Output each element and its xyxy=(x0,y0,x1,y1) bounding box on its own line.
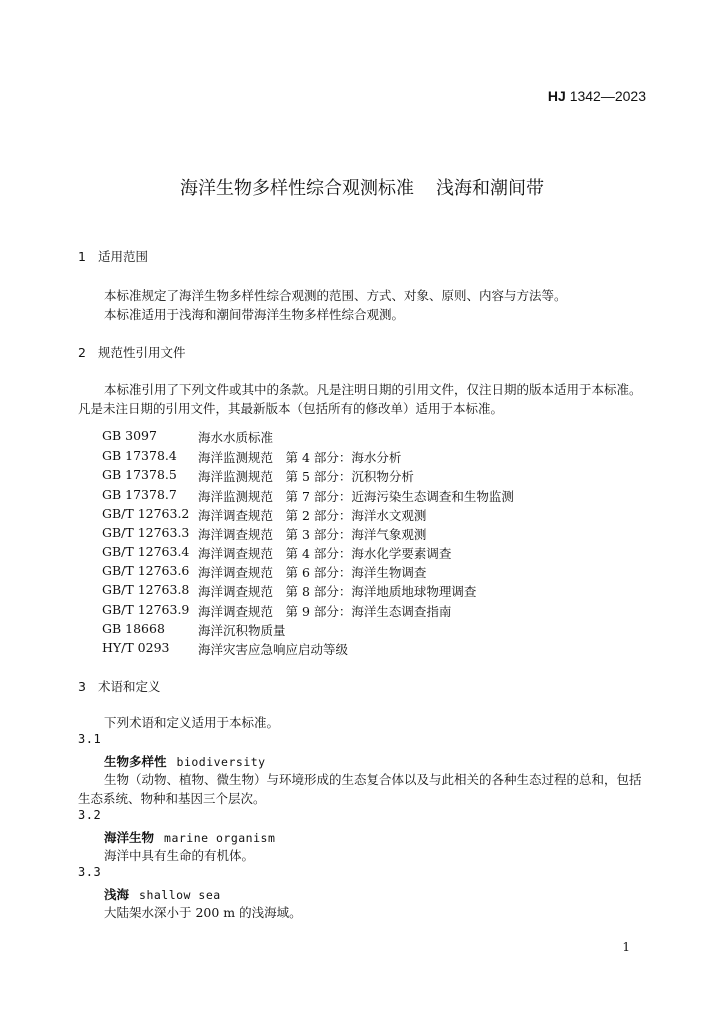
reference-name: 海洋调查规范 第 9 部分：海洋生态调查指南 xyxy=(198,604,452,619)
term-number: 3.3 xyxy=(78,865,102,879)
term-definition-line-1: 海洋中具有生命的有机体。 xyxy=(104,848,255,863)
term-definition-line-1: 生物（动物、植物、微生物）与环境形成的生态复合体以及与此相关的各种生态过程的总和，包括 xyxy=(104,772,642,787)
reference-name: 海洋灾害应急响应启动等级 xyxy=(198,642,349,657)
section-1-number: 1 xyxy=(78,249,86,264)
section-3-number: 3 xyxy=(78,679,86,694)
term-title xyxy=(104,827,275,846)
section-2-number: 2 xyxy=(78,345,86,360)
reference-code: GB/T 12763.2 xyxy=(102,506,190,521)
term-title xyxy=(104,751,266,770)
reference-code: GB 17378.4 xyxy=(102,448,177,463)
reference-name: 海洋调查规范 第 6 部分：海洋生物调查 xyxy=(198,565,427,580)
title-main: 海洋生物多样性综合观测标准 xyxy=(180,178,414,199)
term-en: biodiversity xyxy=(176,755,266,769)
term-definition-line-1: 大陆架水深小于 200 m 的浅海域。 xyxy=(104,905,302,920)
section-3-title: 术语和定义 xyxy=(98,679,161,694)
reference-name: 海洋调查规范 第 4 部分：海水化学要素调查 xyxy=(198,546,452,561)
reference-code: GB/T 12763.3 xyxy=(102,525,190,540)
term-number: 3.1 xyxy=(78,732,102,746)
section-2-intro-line-2: 凡是未注日期的引用文件，其最新版本（包括所有的修改单）适用于本标准。 xyxy=(78,401,504,416)
reference-code: GB/T 12763.4 xyxy=(102,544,190,559)
section-1-title: 适用范围 xyxy=(98,249,149,264)
title-sub: 浅海和潮间带 xyxy=(436,178,544,199)
reference-name: 海洋调查规范 第 2 部分：海洋水文观测 xyxy=(198,508,427,523)
page-number: 1 xyxy=(622,940,630,954)
section-1-heading xyxy=(78,247,148,265)
reference-code: GB/T 12763.6 xyxy=(102,563,190,578)
section-1-paragraph-2: 本标准适用于浅海和潮间带海洋生物多样性综合观测。 xyxy=(104,307,405,322)
reference-name: 海洋监测规范 第 7 部分：近海污染生态调查和生物监测 xyxy=(198,489,514,504)
term-definition-line-2: 生态系统、物种和基因三个层次。 xyxy=(78,791,266,806)
standard-code-prefix: HJ xyxy=(547,88,566,104)
reference-code: GB/T 12763.8 xyxy=(102,582,190,597)
term-en: shallow sea xyxy=(139,888,221,902)
reference-name: 海洋监测规范 第 5 部分：沉积物分析 xyxy=(198,469,414,484)
reference-name: 海洋调查规范 第 3 部分：海洋气象观测 xyxy=(198,527,427,542)
section-3-heading xyxy=(78,677,161,695)
standard-code-number: 1342—2023 xyxy=(569,88,646,104)
reference-code: GB/T 12763.9 xyxy=(102,602,190,617)
reference-code: GB 18668 xyxy=(102,621,165,636)
term-zh: 海洋生物 xyxy=(104,830,155,845)
reference-code: GB 3097 xyxy=(102,428,157,443)
document-title xyxy=(0,174,724,200)
reference-name: 海洋监测规范 第 4 部分：海水分析 xyxy=(198,450,402,465)
term-zh: 生物多样性 xyxy=(104,754,167,769)
reference-name: 海洋调查规范 第 8 部分：海洋地质地球物理调查 xyxy=(198,584,477,599)
section-2-intro-line-1: 本标准引用了下列文件或其中的条款。凡是注明日期的引用文件，仅注日期的版本适用于本标准。 xyxy=(104,382,642,397)
term-en: marine organism xyxy=(164,831,276,845)
reference-code: GB 17378.7 xyxy=(102,487,177,502)
section-2-heading xyxy=(78,343,186,361)
term-number: 3.2 xyxy=(78,808,102,822)
section-1-paragraph-1: 本标准规定了海洋生物多样性综合观测的范围、方式、对象、原则、内容与方法等。 xyxy=(104,288,567,303)
reference-code: HY/T 0293 xyxy=(102,640,170,655)
reference-code: GB 17378.5 xyxy=(102,467,177,482)
reference-name: 海水水质标准 xyxy=(198,430,274,445)
reference-name: 海洋沉积物质量 xyxy=(198,623,286,638)
section-3-intro: 下列术语和定义适用于本标准。 xyxy=(104,715,280,730)
term-title xyxy=(104,884,221,903)
section-2-title: 规范性引用文件 xyxy=(98,345,186,360)
standard-code xyxy=(548,88,646,104)
term-zh: 浅海 xyxy=(104,887,130,902)
